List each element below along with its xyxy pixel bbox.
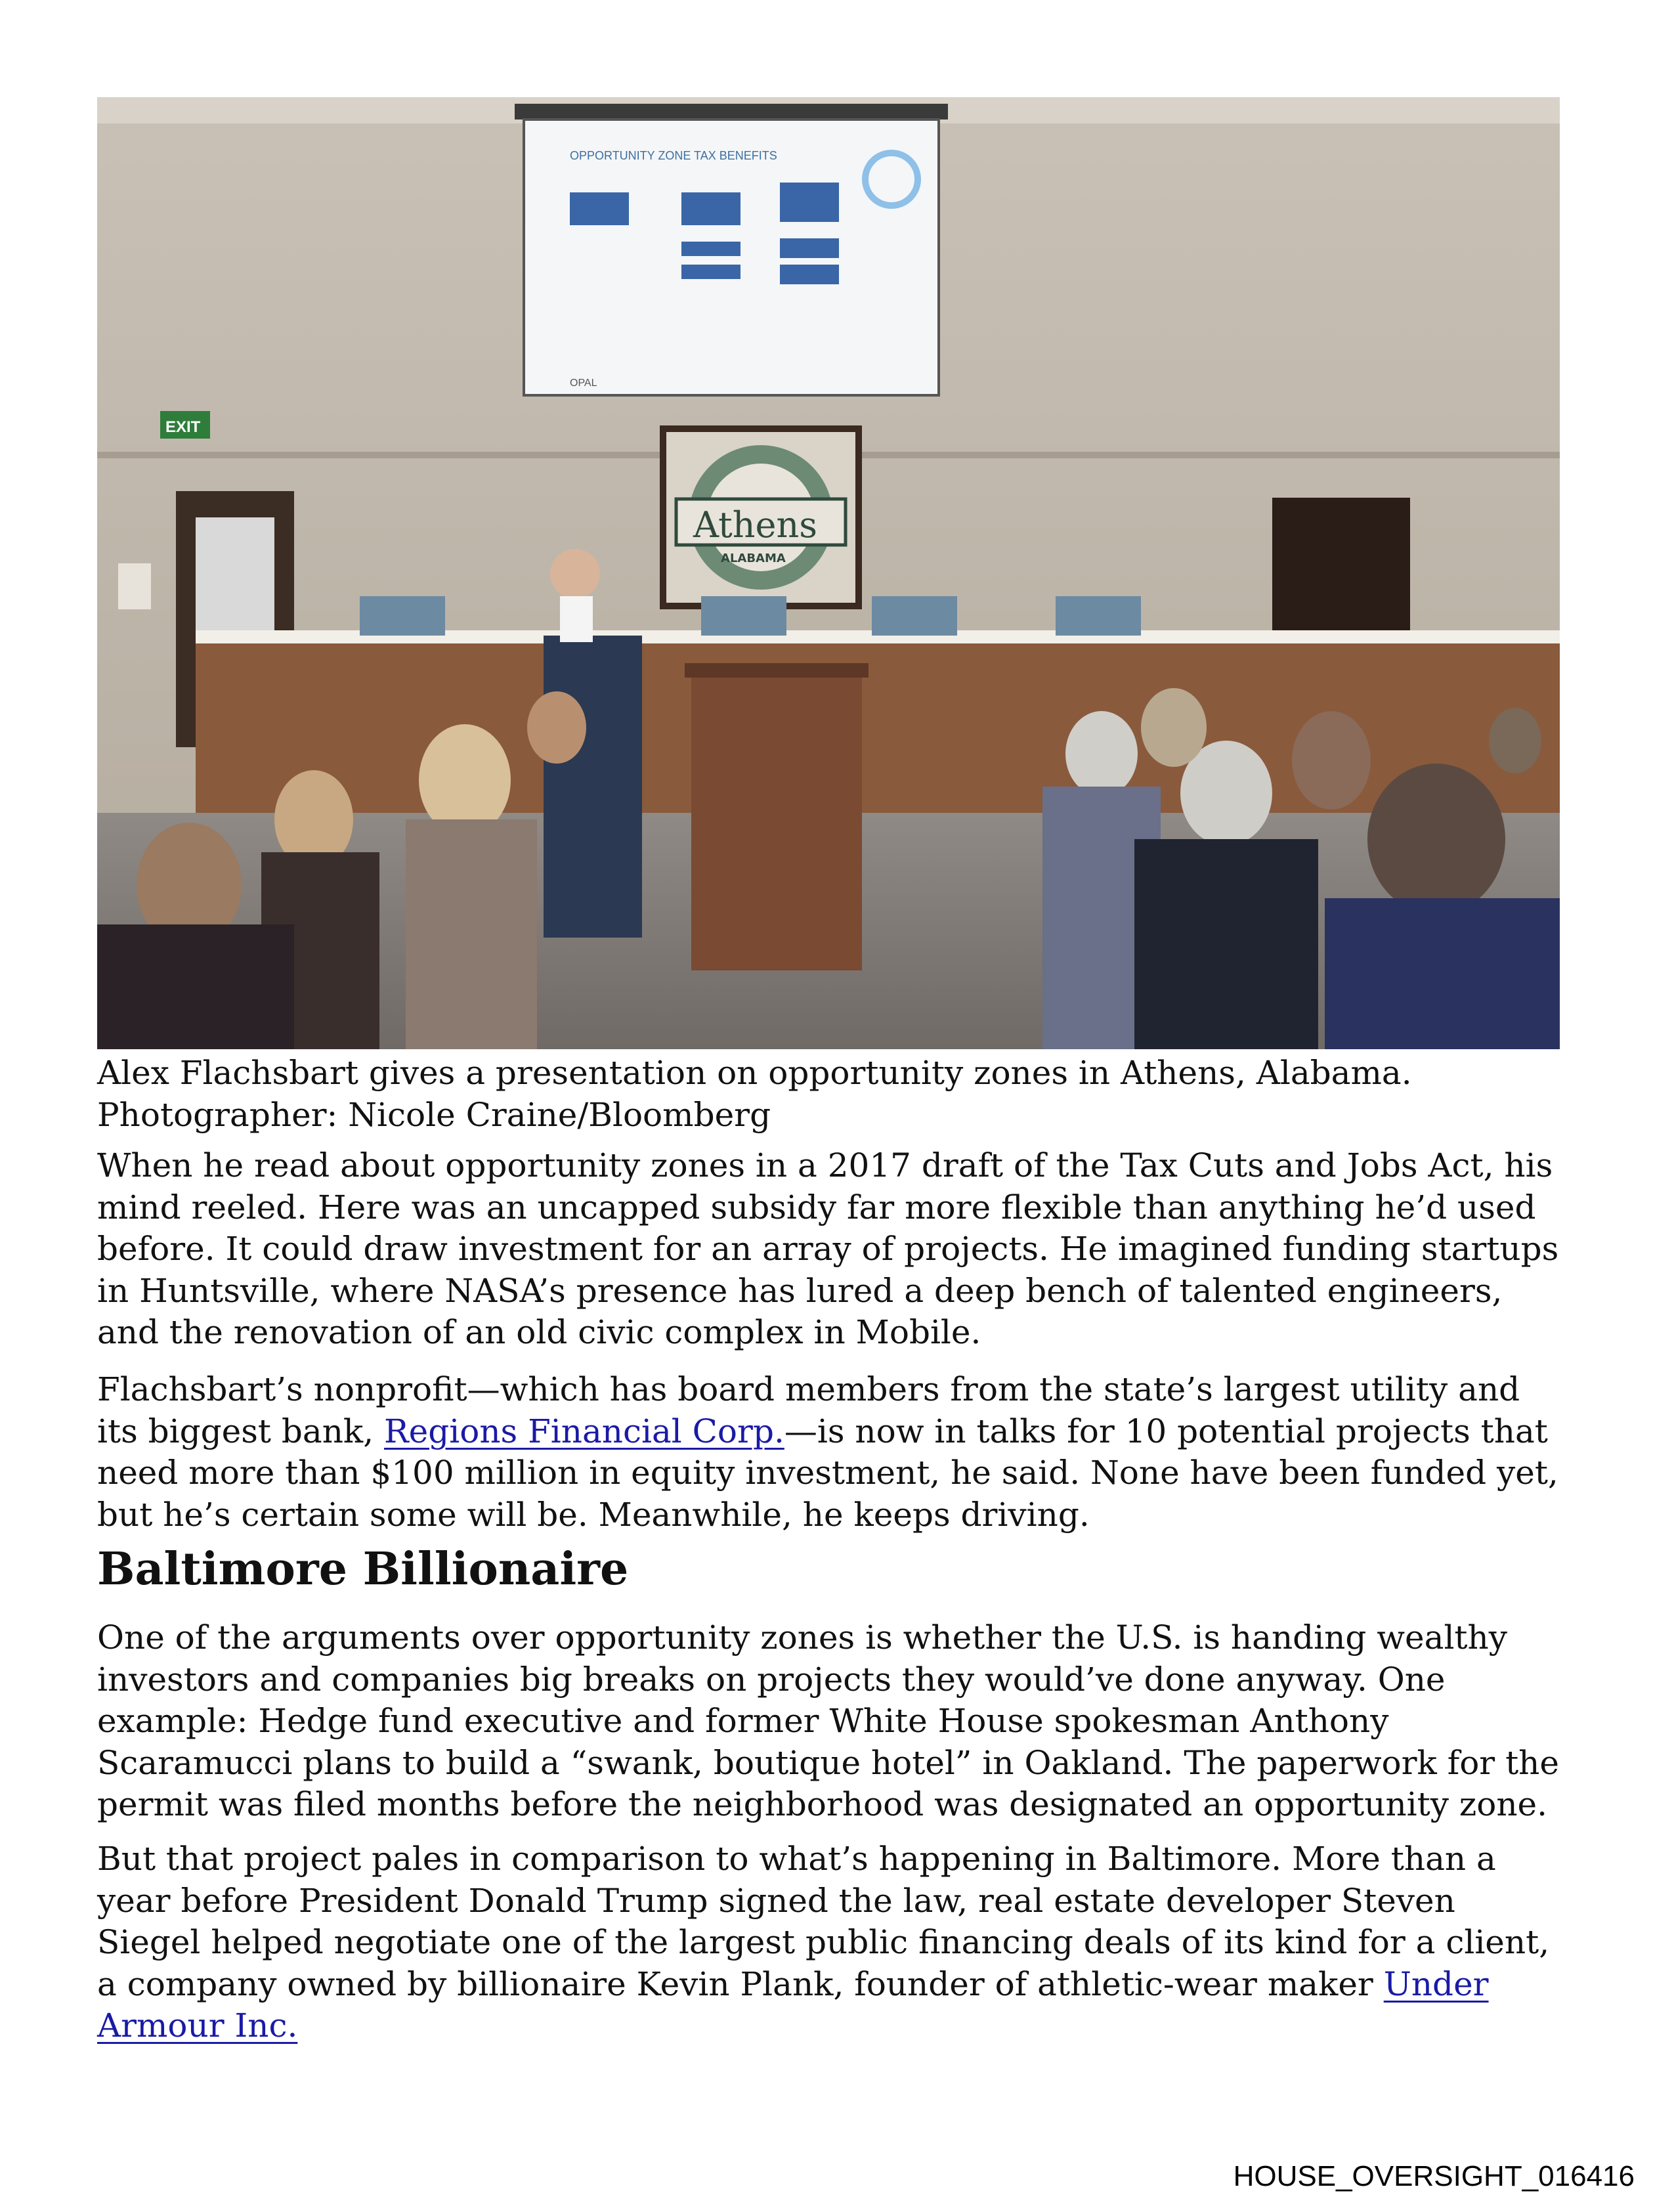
caption-credit: Photographer: Nicole Craine/Bloomberg <box>97 1096 771 1134</box>
slide-title: OPPORTUNITY ZONE TAX BENEFITS <box>570 149 777 162</box>
photo-caption <box>97 1052 1568 1136</box>
paragraph-2 <box>97 1369 1568 1536</box>
caption-description: Alex Flachsbart gives a presentation on opportunity zones in Athens, Alabama. <box>97 1054 1412 1092</box>
paragraph-4-text: But that project pales in comparison to what’s happening in Baltimore. More than a year before President Donald Trump signed the law, real estate developer Steven Siegel helped negotiate one of the largest public financing deals of its kind for a client, a company owned by billionaire Kevin Plank, founder of athletic-wear maker <box>97 1840 1550 2003</box>
paragraph-1: When he read about opportunity zones in a 2017 draft of the Tax Cuts and Jobs Act, his mind reeled. Here was an uncapped subsidy far more flexible than anything he’d used before. It could draw investment for an array of projects. He imagined funding startups in Huntsville, where NASA’s presence has lured a deep bench of talented engineers, and the renovation of an old civic complex in Mobile. <box>97 1146 1559 1351</box>
seal-subtext: ALABAMA <box>721 552 786 565</box>
exit-sign-label: EXIT <box>165 418 201 436</box>
slide-footer: OPAL <box>570 378 597 389</box>
paragraph-3: One of the arguments over opportunity zones is whether the U.S. is handing wealthy investors and companies big breaks on projects they would’ve done anyway. One example: Hedge fund executive and former White House spokesman Anthony Scaramucci plans to build a “swank, boutique hotel” in Oakland. The paperwork for the permit was filed months before the neighborhood was designated an opportunity zone. <box>97 1618 1559 1823</box>
paragraph-2-text-a: Flachsbart’s nonprofit—which has board members from the state’s largest utility and its biggest bank, <box>97 1370 1520 1450</box>
seal-text: Athens <box>693 504 817 546</box>
projection-screen <box>515 104 948 395</box>
presentation-photo <box>97 97 1560 1049</box>
paragraph-4 <box>97 1838 1568 2047</box>
section-heading: Baltimore Billionaire <box>97 1543 629 1595</box>
athens-seal <box>663 429 859 606</box>
under-armour-link[interactable]: Under Armour Inc. <box>97 1964 1489 2045</box>
paragraph-2-text-b: —is now in talks for 10 potential projects that need more than $100 million in equity investment, he said. None have been funded yet, but he’s certain some will be. Meanwhile, he keeps driving. <box>97 1412 1558 1534</box>
regions-financial-link[interactable]: Regions Financial Corp. <box>384 1412 784 1450</box>
bates-number: HOUSE_OVERSIGHT_016416 <box>1233 2160 1635 2192</box>
